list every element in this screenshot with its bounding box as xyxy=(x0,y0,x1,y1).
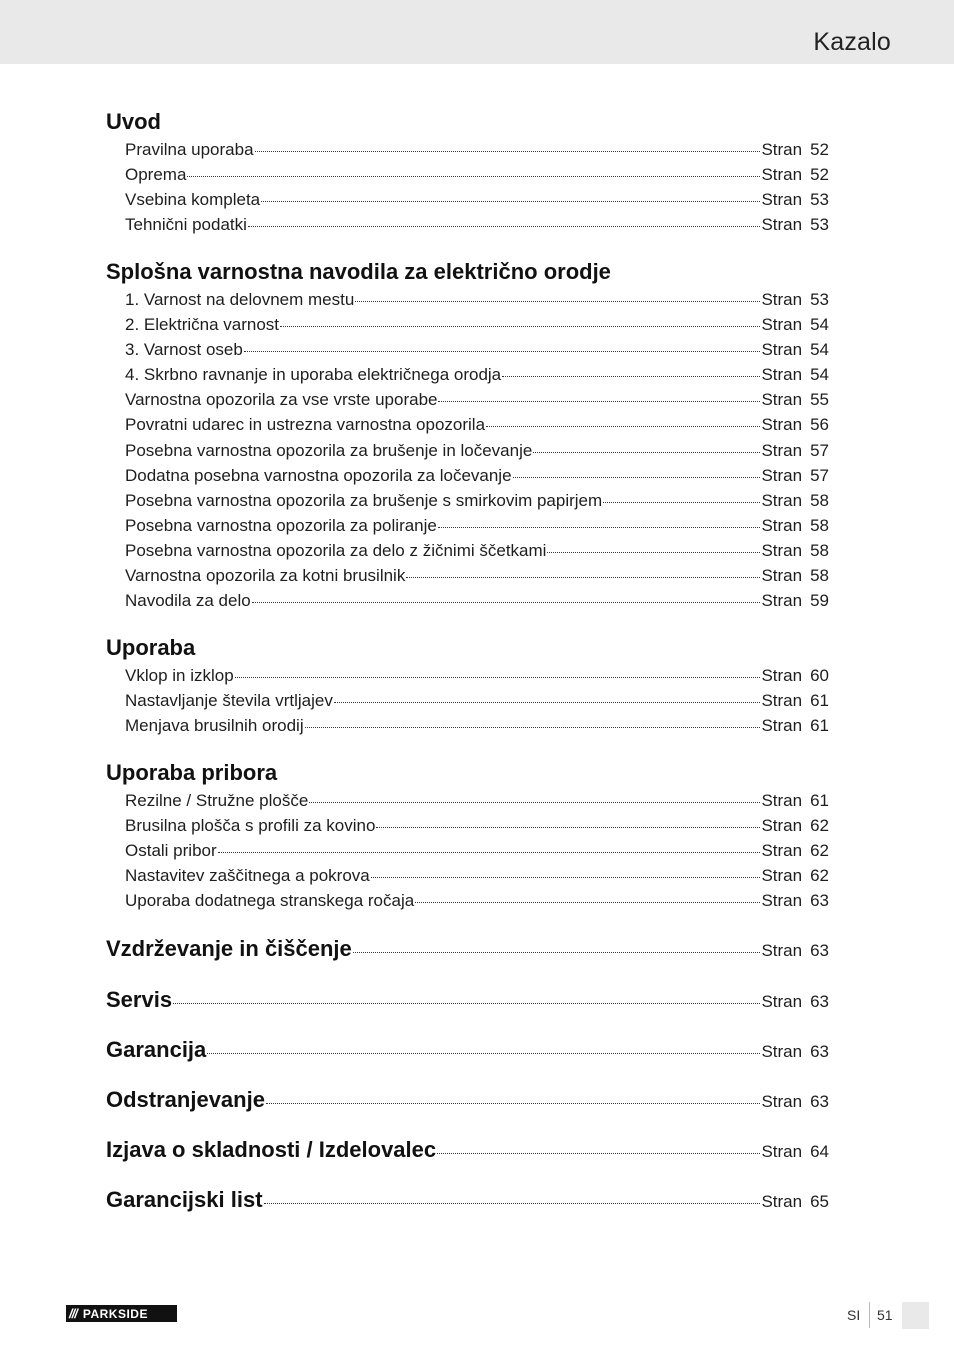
dot-leader xyxy=(218,852,761,853)
toc-entry[interactable] xyxy=(125,164,829,186)
dot-leader xyxy=(438,401,760,402)
dot-leader xyxy=(438,527,761,528)
toc-main-entry-label: Vzdrževanje in čiščenje xyxy=(106,936,352,961)
header-band xyxy=(0,0,954,64)
dot-leader xyxy=(305,727,761,728)
dot-leader xyxy=(547,552,760,553)
toc-entry[interactable] xyxy=(125,339,829,361)
toc-main-entry-label: Izjava o skladnosti / Izdelovalec xyxy=(106,1137,437,1162)
toc-main-entry[interactable] xyxy=(106,1086,829,1114)
dot-leader xyxy=(371,877,761,878)
toc-entry-page: Stran 63 xyxy=(761,992,829,1011)
toc-entry[interactable] xyxy=(125,815,829,837)
toc-entry-page: Stran 52 xyxy=(761,140,829,159)
toc-entry[interactable] xyxy=(125,715,829,737)
toc-entry-page: Stran 63 xyxy=(761,1092,829,1111)
dot-leader xyxy=(334,702,761,703)
dot-leader xyxy=(376,827,760,828)
toc-entry[interactable] xyxy=(125,414,829,436)
dot-leader xyxy=(264,1203,761,1204)
dot-leader xyxy=(355,301,760,302)
dot-leader xyxy=(437,1153,760,1154)
toc-entry-page: Stran 55 xyxy=(761,390,829,409)
toc-entry-label: Posebna varnostna opozorila za delo z žičnimi ščetkami xyxy=(125,541,547,560)
toc-entry[interactable] xyxy=(125,690,829,712)
section-heading-safety: Splošna varnostna navodila za električno orodje xyxy=(106,259,611,284)
toc-entry-label: Tehnični podatki xyxy=(125,215,247,234)
dot-leader xyxy=(533,452,760,453)
toc-entry-page: Stran 63 xyxy=(761,891,829,910)
toc-entry-label: 1. Varnost na delovnem mestu xyxy=(125,290,355,309)
toc-entry[interactable] xyxy=(125,890,829,912)
toc-entry-label: 4. Skrbno ravnanje in uporaba električnega orodja xyxy=(125,365,502,384)
dot-leader xyxy=(173,1003,760,1004)
logo-brand: PARKSIDE xyxy=(82,1306,148,1321)
toc-entry-label: Brusilna plošča s profili za kovino xyxy=(125,816,376,835)
toc-entry[interactable] xyxy=(125,465,829,487)
toc-entry-page: Stran 63 xyxy=(761,941,829,960)
section-heading-uporaba: Uporaba xyxy=(106,635,196,660)
logo-slashes: /// xyxy=(69,1306,77,1321)
toc-entry[interactable] xyxy=(125,665,829,687)
footer-page-number: 51 xyxy=(877,1307,893,1323)
toc-entry[interactable] xyxy=(125,840,829,862)
toc-entry-page: Stran 56 xyxy=(761,415,829,434)
toc-entry-label: 2. Električna varnost xyxy=(125,315,280,334)
footer-divider xyxy=(869,1302,870,1328)
toc-entry-label: Posebna varnostna opozorila za poliranje xyxy=(125,516,437,535)
toc-entry[interactable] xyxy=(125,314,829,336)
toc-entry[interactable] xyxy=(125,515,829,537)
toc-entry-page: Stran 62 xyxy=(761,816,829,835)
toc-main-entry[interactable] xyxy=(106,1136,829,1164)
dot-leader xyxy=(406,577,760,578)
toc-entry-label: Ostali pribor xyxy=(125,841,217,860)
toc-main-entry[interactable] xyxy=(106,1036,829,1064)
toc-entry[interactable] xyxy=(125,389,829,411)
toc-entry-label: 3. Varnost oseb xyxy=(125,340,243,359)
toc-entry-page: Stran 53 xyxy=(761,215,829,234)
footer-language: SI xyxy=(847,1307,861,1323)
toc-entry[interactable] xyxy=(125,590,829,612)
dot-leader xyxy=(187,176,760,177)
page-title: Kazalo xyxy=(813,28,891,56)
dot-leader xyxy=(252,602,761,603)
toc-entry-page: Stran 65 xyxy=(761,1192,829,1211)
toc-main-entry-label: Garancija xyxy=(106,1037,207,1062)
toc-entry-label: Menjava brusilnih orodij xyxy=(125,716,304,735)
dot-leader xyxy=(280,326,760,327)
toc-entry-label: Navodila za delo xyxy=(125,591,251,610)
dot-leader xyxy=(502,376,760,377)
toc-entry-label: Vklop in izklop xyxy=(125,666,234,685)
dot-leader xyxy=(309,802,760,803)
toc-entry-page: Stran 54 xyxy=(761,315,829,334)
dot-leader xyxy=(513,477,761,478)
toc-entry-page: Stran 61 xyxy=(761,691,829,710)
toc-entry-page: Stran 62 xyxy=(761,866,829,885)
toc-entry-label: Nastavitev zaščitnega a pokrova xyxy=(125,866,370,885)
toc-entry-label: Posebna varnostna opozorila za brušenje in ločevanje xyxy=(125,441,533,460)
toc-entry-label: Varnostna opozorila za vse vrste uporabe xyxy=(125,390,438,409)
dot-leader xyxy=(255,151,761,152)
toc-entry[interactable] xyxy=(125,139,829,161)
toc-entry-page: Stran 54 xyxy=(761,365,829,384)
toc-entry-label: Dodatna posebna varnostna opozorila za ločevanje xyxy=(125,466,512,485)
toc-entry-label: Uporaba dodatnega stranskega ročaja xyxy=(125,891,415,910)
toc-entry[interactable] xyxy=(125,189,829,211)
toc-entry-page: Stran 54 xyxy=(761,340,829,359)
toc-entry-page: Stran 62 xyxy=(761,841,829,860)
parkside-logo xyxy=(66,1305,177,1322)
toc-entry-page: Stran 58 xyxy=(761,516,829,535)
dot-leader xyxy=(486,426,760,427)
toc-entry[interactable] xyxy=(125,289,829,311)
toc-entry-page: Stran 64 xyxy=(761,1142,829,1161)
toc-entry-label: Varnostna opozorila za kotni brusilnik xyxy=(125,566,406,585)
footer-tab-box xyxy=(902,1302,929,1329)
toc-main-entry[interactable] xyxy=(106,935,829,963)
toc-entry-page: Stran 59 xyxy=(761,591,829,610)
dot-leader xyxy=(248,226,761,227)
toc-entry-page: Stran 60 xyxy=(761,666,829,685)
dot-leader xyxy=(261,201,760,202)
toc-entry[interactable] xyxy=(125,865,829,887)
toc-main-entry-label: Servis xyxy=(106,987,173,1012)
toc-main-entry[interactable] xyxy=(106,1186,829,1214)
toc-main-entry-label: Garancijski list xyxy=(106,1187,263,1212)
dot-leader xyxy=(415,902,760,903)
toc-entry-page: Stran 52 xyxy=(761,165,829,184)
toc-entry[interactable] xyxy=(125,440,829,462)
toc-entry-label: Oprema xyxy=(125,165,187,184)
toc-entry-page: Stran 58 xyxy=(761,566,829,585)
dot-leader xyxy=(353,952,761,953)
section-heading-uvod: Uvod xyxy=(106,109,161,134)
toc-entry-page: Stran 57 xyxy=(761,441,829,460)
toc-entry-label: Vsebina kompleta xyxy=(125,190,261,209)
section-heading-uporaba-pribora: Uporaba pribora xyxy=(106,760,278,785)
toc-entry-label: Posebna varnostna opozorila za brušenje s smirkovim papirjem xyxy=(125,491,603,510)
toc-entry-page: Stran 61 xyxy=(761,791,829,810)
toc-entry-page: Stran 57 xyxy=(761,466,829,485)
dot-leader xyxy=(266,1103,760,1104)
toc-entry[interactable] xyxy=(125,790,829,812)
toc-entry-page: Stran 61 xyxy=(761,716,829,735)
toc-entry-label: Povratni udarec in ustrezna varnostna opozorila xyxy=(125,415,486,434)
toc-entry-label: Rezilne / Stružne plošče xyxy=(125,791,309,810)
toc-entry[interactable] xyxy=(125,490,829,512)
toc-entry-page: Stran 63 xyxy=(761,1042,829,1061)
toc-entry-page: Stran 58 xyxy=(761,541,829,560)
dot-leader xyxy=(235,677,761,678)
toc-entry[interactable] xyxy=(125,214,829,236)
toc-entry-page: Stran 53 xyxy=(761,190,829,209)
toc-entry-page: Stran 58 xyxy=(761,491,829,510)
toc-entry-page: Stran 53 xyxy=(761,290,829,309)
toc-entry[interactable] xyxy=(125,540,829,562)
dot-leader xyxy=(603,502,760,503)
toc-entry-label: Pravilna uporaba xyxy=(125,140,254,159)
toc-main-entry-label: Odstranjevanje xyxy=(106,1087,265,1112)
dot-leader xyxy=(207,1053,760,1054)
dot-leader xyxy=(244,351,761,352)
toc-entry[interactable] xyxy=(125,565,829,587)
toc-entry-label: Nastavljanje števila vrtljajev xyxy=(125,691,333,710)
toc-entry[interactable] xyxy=(125,364,829,386)
toc-main-entry[interactable] xyxy=(106,986,829,1014)
